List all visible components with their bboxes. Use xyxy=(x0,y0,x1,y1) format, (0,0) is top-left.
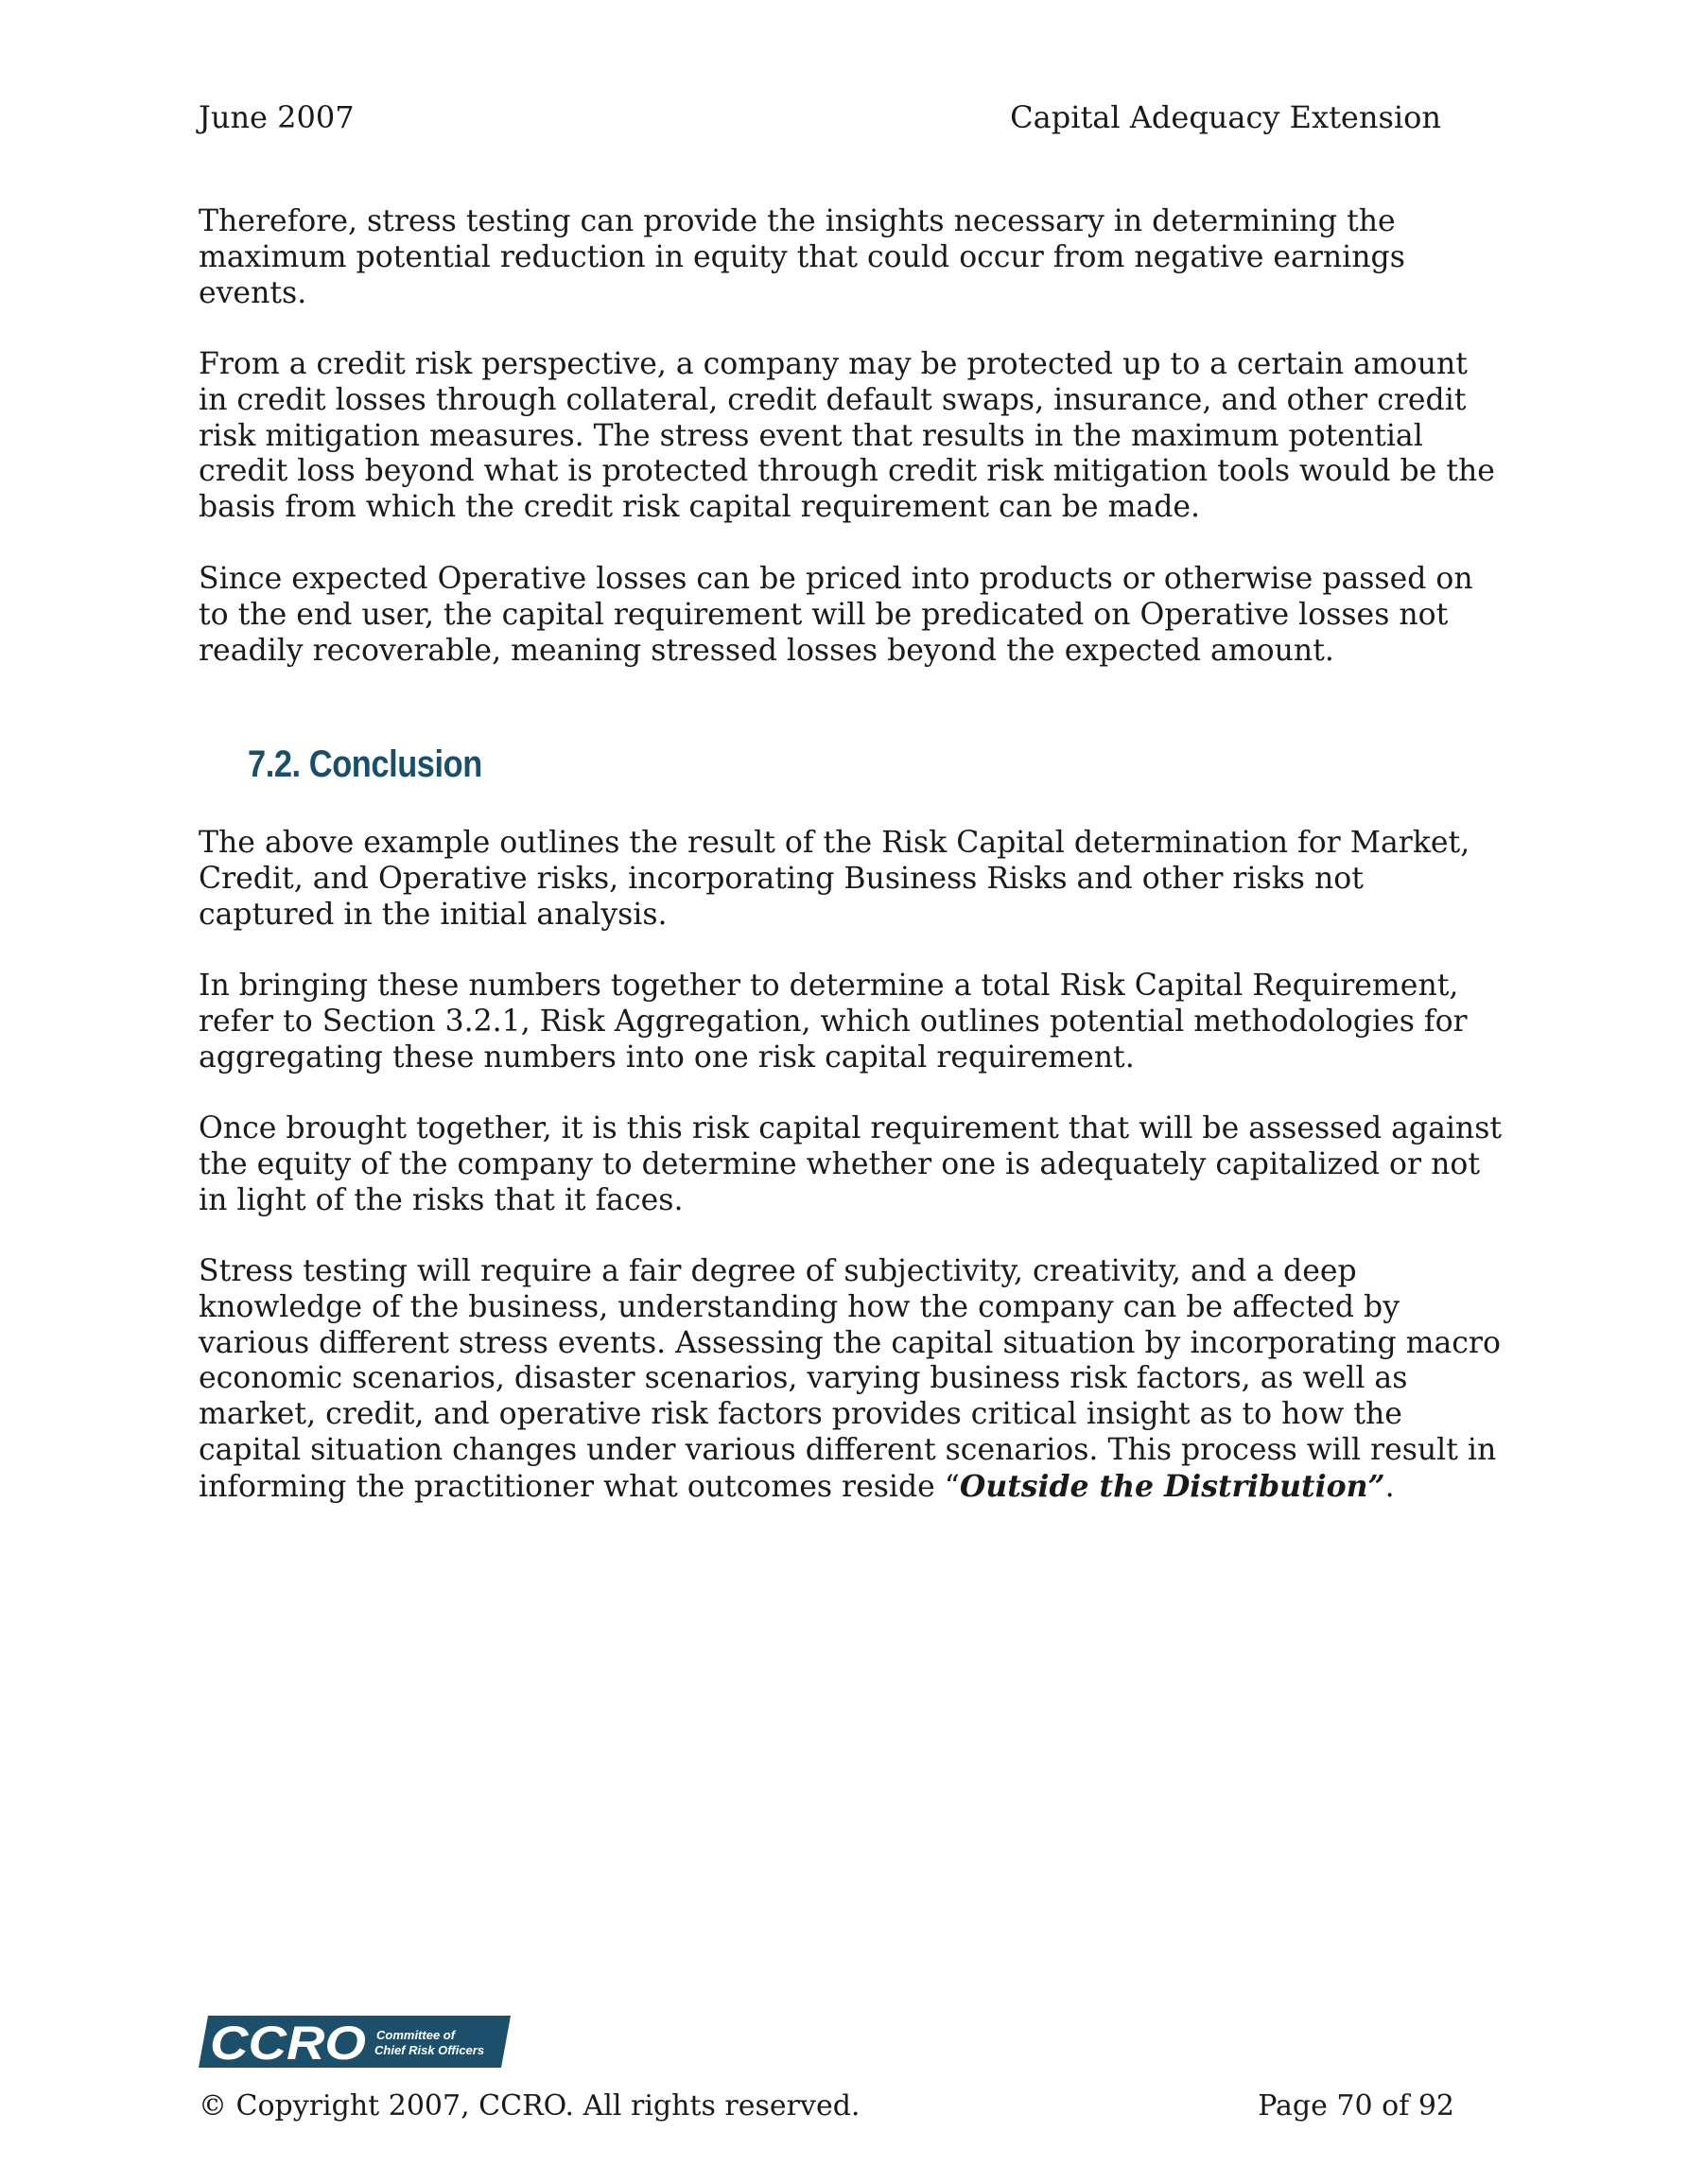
body-paragraph: From a credit risk perspective, a company may be protected up to a certain amount in credit losses through collateral, credit default swaps, insurance, and other credit risk mitigation measures. The stress event that results in the maximum potential credit loss beyond what is protected through credit risk mitigation tools would be the basis from which the credit risk capital requirement can be made. xyxy=(199,347,1495,525)
body-paragraph: The above example outlines the result of the Risk Capital determination for Market, Credit, and Operative risks, incorporating Business Risks and other risks not captured in the initial analysis. xyxy=(199,826,1470,932)
body-paragraph: Therefore, stress testing can provide the insights necessary in determining the maximum potential reduction in equity that could occur from negative earnings events. xyxy=(199,204,1405,310)
body-paragraph: Once brought together, it is this risk capital requirement that will be assessed against the equity of the company to determine whether one is adequately capitalized or not in light of the risks that it faces. xyxy=(199,1111,1503,1217)
logo-abbreviation: CCRO xyxy=(210,2017,367,2068)
footer-page-number: Page 70 of 92 xyxy=(1258,2089,1454,2123)
header-date: June 2007 xyxy=(199,99,355,135)
conclusion-end: . xyxy=(1384,1469,1395,1504)
body-paragraph: In bringing these numbers together to determine a total Risk Capital Requirement, refer to Section 3.2.1, Risk Aggregation, which outlines potential methodologies for aggregating these numbers into one risk capital requirement. xyxy=(199,969,1468,1075)
conclusion-text: Stress testing will require a fair degree of subjectivity, creativity, and a deep knowledge of the business, understanding how the company can be affected by various different stress events. Assessing the capital situation by incorporating macro economic scenarios, disaster scenarios, varying business risk factors, as well as market, credit, and operative risk factors provides critical insight as to how the capital situation changes under various different scenarios. This process will result in informing the practitioner what outcomes reside “ xyxy=(199,1254,1501,1504)
conclusion-paragraph xyxy=(199,1254,1504,1506)
emphasized-phrase: Outside the Distribution” xyxy=(959,1468,1385,1504)
logo-tagline-line2: Chief Risk Officers xyxy=(374,2043,485,2057)
header-document-title: Capital Adequacy Extension xyxy=(1010,99,1441,135)
logo-tagline-line1: Committee of xyxy=(376,2028,456,2042)
ccro-logo xyxy=(199,2016,511,2068)
section-heading: 7.2. Conclusion xyxy=(248,743,482,785)
body-paragraph: Since expected Operative losses can be priced into products or otherwise passed on to the end user, the capital requirement will be predicated on Operative losses not readily recoverable, meaning stressed losses beyond the expected amount. xyxy=(199,562,1473,668)
footer-copyright: © Copyright 2007, CCRO. All rights reserved. xyxy=(199,2089,861,2123)
